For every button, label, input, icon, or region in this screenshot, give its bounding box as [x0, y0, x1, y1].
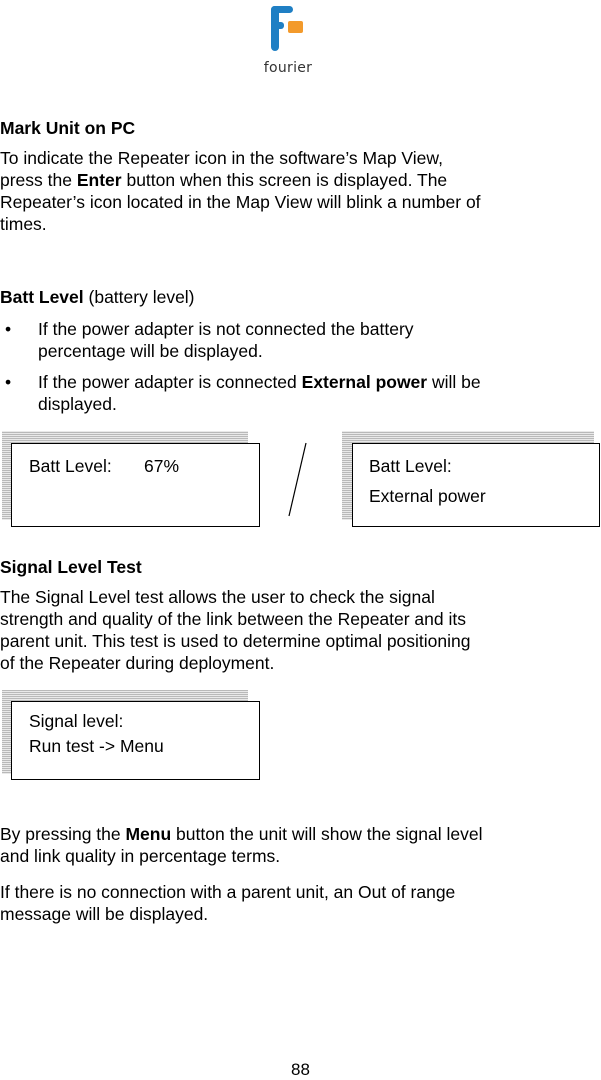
menu-press-paragraph [0, 823, 590, 867]
enter-key-label: Enter [76, 170, 122, 190]
text-line [0, 169, 590, 191]
external-power-label: External power [301, 372, 428, 392]
bullet-icon: • [5, 372, 12, 392]
logo-text: fourier [263, 60, 313, 76]
lcd-line: Signal level: [29, 711, 124, 731]
text-line: of the Repeater during deployment. [0, 653, 275, 673]
out-of-range-paragraph [0, 881, 590, 925]
text-line: and link quality in percentage terms. [0, 846, 281, 866]
text-fragment: By pressing the [0, 824, 126, 844]
text-line: parent unit. This test is used to determine optimal positioning [0, 631, 471, 651]
text-line: displayed. [38, 394, 117, 414]
batt-level-subtitle: (battery level) [83, 287, 195, 307]
mark-unit-body [0, 147, 590, 235]
text-line: If the power adapter is not connected the battery [38, 319, 414, 339]
screen-divider-line [284, 440, 312, 520]
fourier-logo-mark [258, 0, 318, 60]
text-line: times. [0, 214, 47, 234]
text-fragment: will be [427, 372, 481, 392]
bullet-icon: • [5, 319, 12, 339]
text-line [0, 823, 590, 845]
heading-mark-unit: Mark Unit on PC [0, 118, 136, 138]
text-fragment: If the power adapter is connected [38, 372, 302, 392]
signal-level-body [0, 586, 590, 674]
lcd-screen-external-power [352, 443, 600, 527]
heading-batt-level [0, 286, 590, 308]
lcd-label: Batt Level: [29, 456, 112, 476]
batt-level-bullets [0, 318, 590, 415]
text-line: Repeater’s icon located in the Map View will blink a number of [0, 192, 481, 212]
fourier-logo [258, 0, 318, 80]
page-number: 88 [291, 1060, 310, 1079]
text-line: message will be displayed. [0, 904, 209, 924]
lcd-line: Run test -> Menu [29, 736, 164, 756]
text-line: The Signal Level test allows the user to check the signal [0, 587, 435, 607]
text-line [38, 371, 590, 393]
text-line: To indicate the Repeater icon in the software’s Map View, [0, 148, 443, 168]
list-item [0, 371, 590, 415]
lcd-screen-signal-level [11, 701, 260, 780]
lcd-line: External power [369, 486, 486, 506]
text-fragment: button when this screen is displayed. The [121, 170, 448, 190]
lcd-battery-value: 67% [144, 456, 180, 476]
text-fragment: press the [0, 170, 77, 190]
text-fragment: button the unit will show the signal level [171, 824, 483, 844]
list-item [0, 318, 590, 362]
lcd-screen-battery-percent [11, 443, 260, 527]
lcd-line: Batt Level: [369, 456, 452, 476]
text-line: If there is no connection with a parent unit, an Out of range [0, 882, 456, 902]
heading-signal-level-test: Signal Level Test [0, 557, 142, 577]
text-line: percentage will be displayed. [38, 341, 263, 361]
text-line: strength and quality of the link between the Repeater and its [0, 609, 466, 629]
menu-key-label: Menu [125, 824, 172, 844]
batt-level-title: Batt Level [0, 287, 84, 307]
